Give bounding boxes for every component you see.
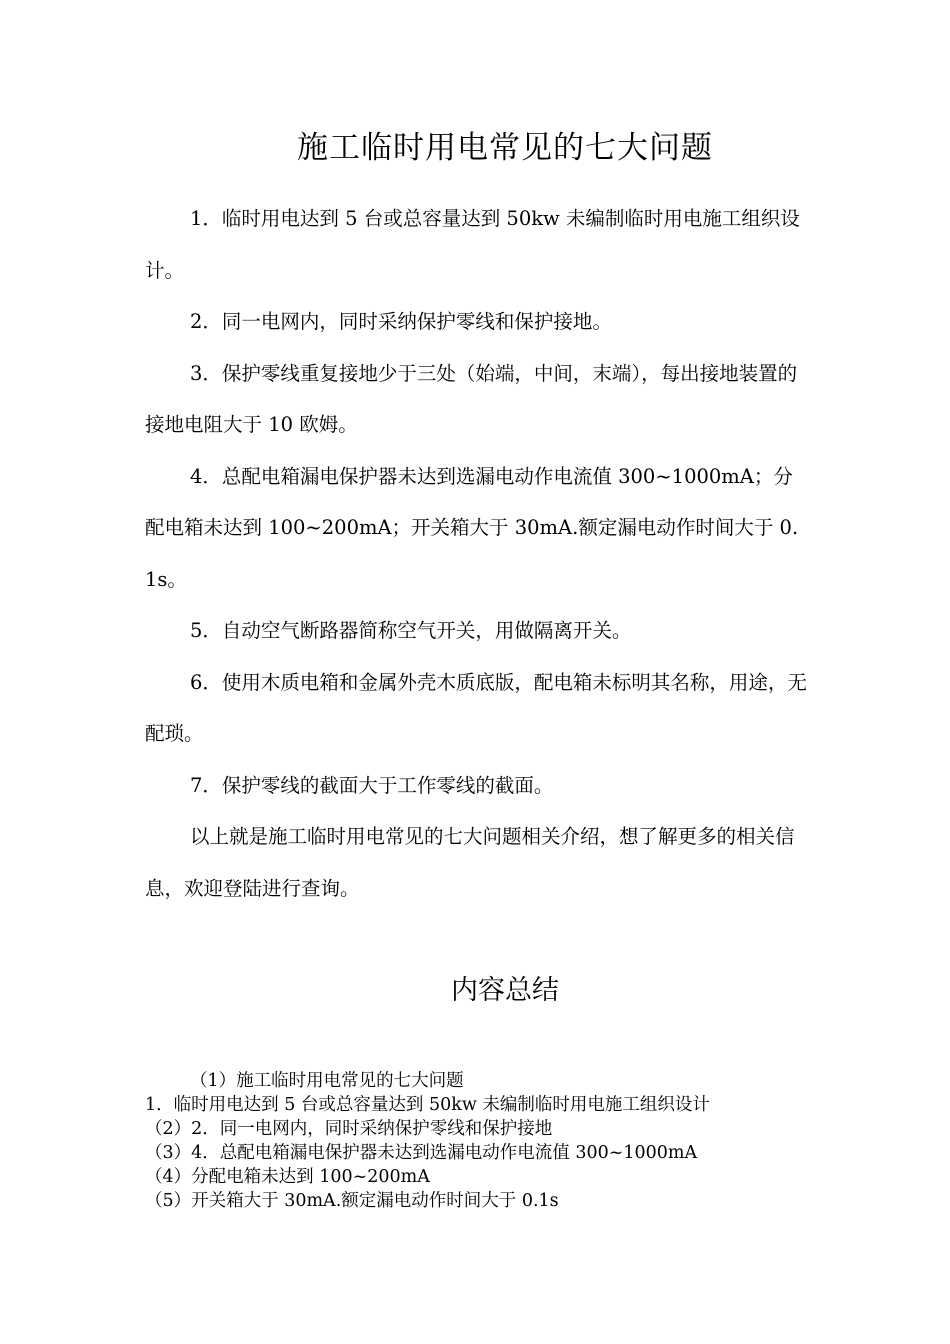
summary-line-5: （4）分配电箱未达到 100~200mA	[145, 1167, 430, 1187]
summary-title: 内容总结	[451, 975, 559, 1006]
summary-line-4: （3）4．总配电箱漏电保护器未达到选漏电动作电流值 300~1000mA	[145, 1143, 698, 1163]
summary-list	[145, 1069, 825, 1213]
summary-line-6: （5）开关箱大于 30mA.额定漏电动作时间大于 0.1s	[145, 1191, 559, 1211]
paragraph-item-3: 3．保护零线重复接地少于三处（始端，中间，末端），每出接地装置的接地电阻大于 10 欧姆。	[145, 361, 798, 436]
summary-line-1: （1）施工临时用电常见的七大问题	[190, 1071, 464, 1091]
document-title: 施工临时用电常见的七大问题	[297, 130, 713, 166]
paragraph-item-7: 7．保护零线的截面大于工作零线的截面。	[190, 773, 554, 797]
paragraph-item-5: 5．自动空气断路器简称空气开关，用做隔离开关。	[190, 619, 632, 642]
paragraph-item-6: 6．使用木质电箱和金属外壳木质底版，配电箱未标明其名称，用途，无配琐。	[145, 670, 807, 745]
paragraph-item-4: 4．总配电箱漏电保护器未达到选漏电动作电流值 300~1000mA；分配电箱未达到 100~200mA；开关箱大于 30mA.额定漏电动作时间大于 0.1s。	[145, 464, 799, 591]
paragraph-item-2: 2．同一电网内，同时采纳保护零线和保护接地。	[190, 310, 612, 333]
summary-line-2: 1．临时用电达到 5 台或总容量达到 50kw 未编制临时用电施工组织设计	[145, 1095, 710, 1115]
document-body	[145, 193, 810, 914]
summary-line-3: （2）2．同一电网内，同时采纳保护零线和保护接地	[145, 1119, 553, 1139]
paragraph-item-1: 1．临时用电达到 5 台或总容量达到 50kw 未编制临时用电施工组织设计。	[145, 207, 800, 282]
closing-paragraph: 以上就是施工临时用电常见的七大问题相关介绍，想了解更多的相关信息，欢迎登陆进行查询。	[145, 825, 795, 900]
